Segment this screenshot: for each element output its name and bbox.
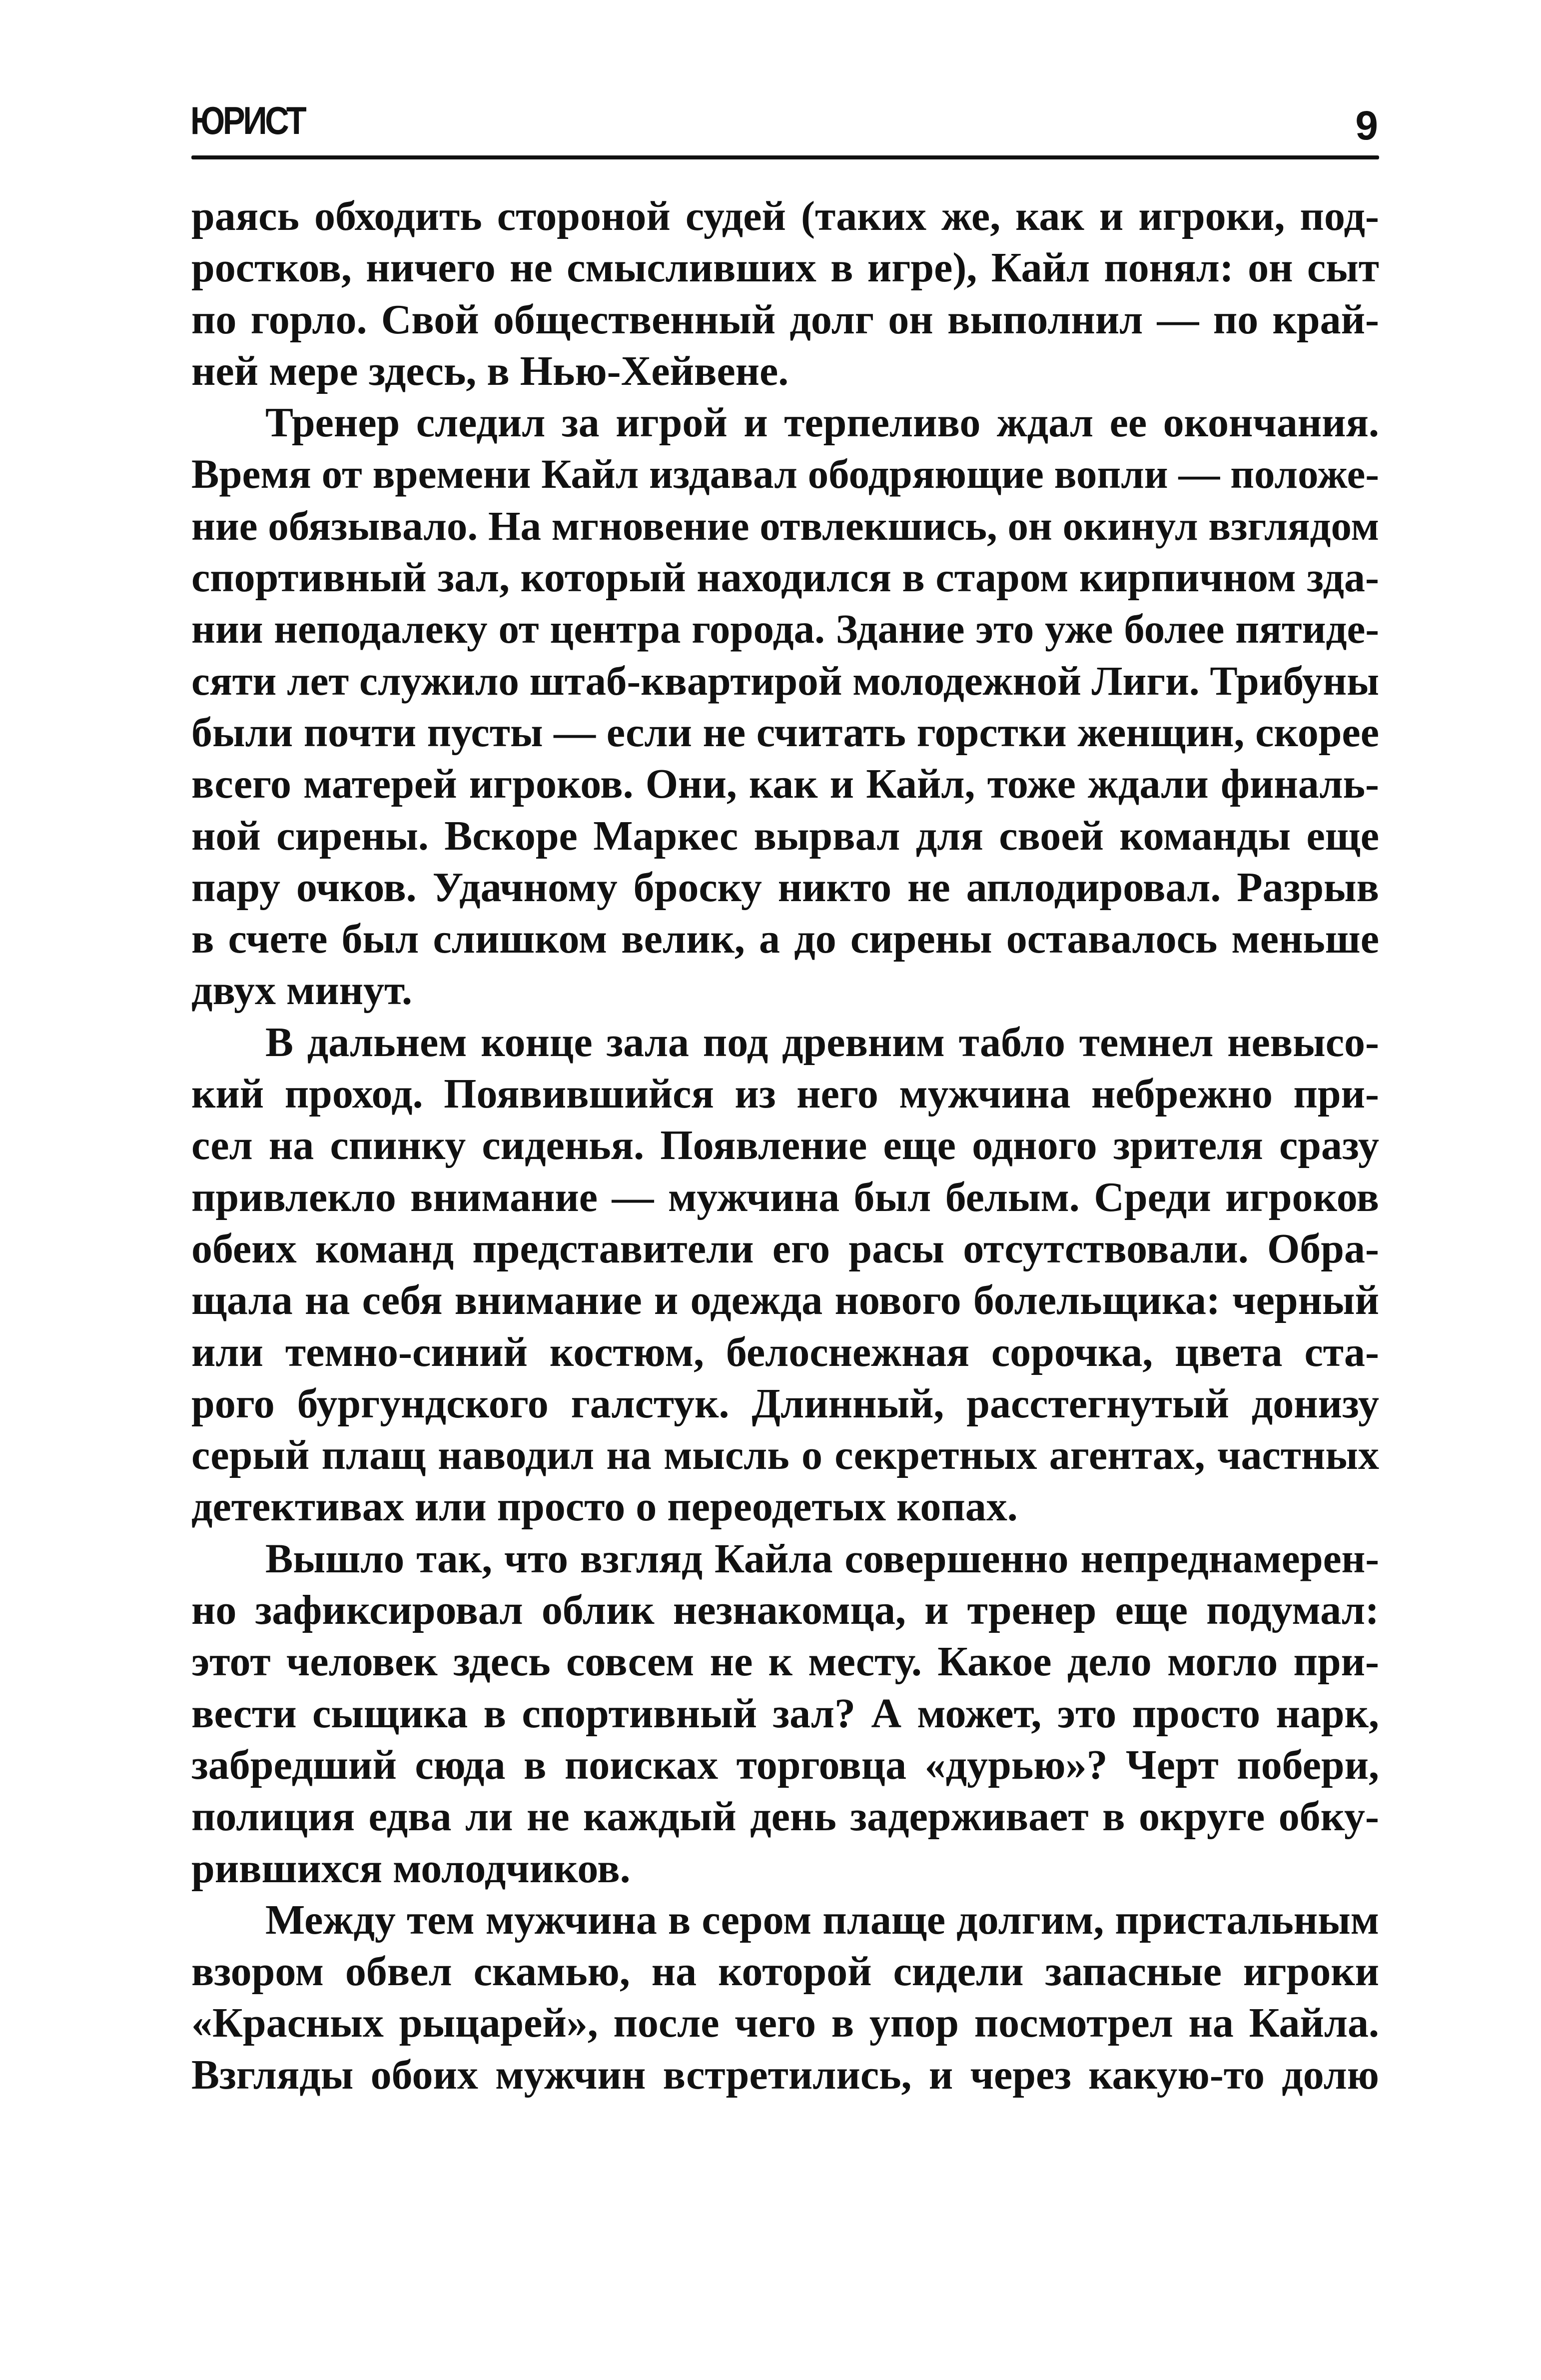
page-number: 9 bbox=[1355, 103, 1378, 148]
text-line: взором обвел скамью, на которой сидели запасные игроки bbox=[191, 1948, 1379, 1995]
text-line: вести сыщика в спортивный зал? А может, это просто нарк, bbox=[191, 1690, 1379, 1737]
text-line: ной сирены. Вскоре Маркес вырвал для своей команды еще bbox=[191, 812, 1379, 859]
text-line: привлекло внимание — мужчина был белым. Среди игроков bbox=[191, 1174, 1379, 1220]
text-line: в счете был слишком велик, а до сирены оставалось меньше bbox=[191, 916, 1379, 963]
text-line: пару очков. Удачному броску никто не аплодировал. Разрыв bbox=[191, 864, 1379, 911]
text-line: кий проход. Появившийся из него мужчина небрежно при- bbox=[191, 1071, 1379, 1118]
paragraph-first-line: Тренер следил за игрой и терпеливо ждал ее окончания. bbox=[265, 399, 1379, 446]
text-line: ней мере здесь, в Нью-Хейвене. bbox=[191, 347, 789, 394]
paragraph-first-line: Вышло так, что взгляд Кайла совершенно непреднамерен- bbox=[265, 1535, 1379, 1581]
text-line: всего матерей игроков. Они, как и Кайл, тоже ждали финаль- bbox=[191, 761, 1379, 808]
running-title: ЮРИСТ bbox=[190, 98, 305, 142]
text-line: Взгляды обоих мужчин встретились, и через какую-то долю bbox=[191, 2051, 1379, 2098]
text-line: но зафиксировал облик незнакомца, и тренер еще подумал: bbox=[191, 1587, 1379, 1634]
body-text bbox=[191, 190, 1379, 2101]
text-line: полиция едва ли не каждый день задерживает в округе обку- bbox=[191, 1793, 1379, 1840]
text-line: Время от времени Кайл издавал ободряющие вопли — положе- bbox=[191, 451, 1379, 497]
text-line: детективах или просто о переодетых копах. bbox=[191, 1483, 1018, 1530]
paragraph-first-line: Между тем мужчина в сером плаще долгим, пристальным bbox=[265, 1896, 1379, 1943]
header-rule bbox=[191, 155, 1379, 159]
text-line: двух минут. bbox=[191, 967, 412, 1014]
text-line: «Красных рыцарей», после чего в упор посмотрел на Кайла. bbox=[191, 2000, 1379, 2047]
text-line: по горло. Свой общественный долг он выполнил — по край- bbox=[191, 296, 1379, 343]
paragraph-first-line: В дальнем конце зала под древним табло темнел невысо- bbox=[265, 1019, 1379, 1066]
text-line: сяти лет служило штаб-квартирой молодежной Лиги. Трибуны bbox=[191, 657, 1379, 704]
text-line: раясь обходить стороной судей (таких же, как и игроки, под- bbox=[191, 193, 1379, 239]
text-line: забредший сюда в поисках торговца «дурью»? Черт побери, bbox=[191, 1741, 1379, 1788]
text-line: щала на себя внимание и одежда нового болельщика: черный bbox=[191, 1277, 1379, 1324]
text-line: спортивный зал, который находился в старом кирпичном зда- bbox=[191, 554, 1379, 601]
text-line: были почти пусты — если не считать горстки женщин, скорее bbox=[191, 709, 1379, 756]
text-line: или темно-синий костюм, белоснежная сорочка, цвета ста- bbox=[191, 1328, 1379, 1375]
text-line: рого бургундского галстук. Длинный, расстегнутый донизу bbox=[191, 1380, 1379, 1427]
text-line: ние обязывало. На мгновение отвлекшись, он окинул взглядом bbox=[191, 502, 1379, 549]
text-line: серый плащ наводил на мысль о секретных агентах, частных bbox=[191, 1432, 1379, 1479]
text-line: обеих команд представители его расы отсутствовали. Обра- bbox=[191, 1225, 1379, 1272]
text-line: нии неподалеку от центра города. Здание это уже более пятиде- bbox=[191, 606, 1379, 652]
text-line: рившихся молодчиков. bbox=[191, 1845, 631, 1892]
text-line: сел на спинку сиденья. Появление еще одного зрителя сразу bbox=[191, 1122, 1379, 1169]
text-line: этот человек здесь совсем не к месту. Какое дело могло при- bbox=[191, 1638, 1379, 1685]
text-line: ростков, ничего не смысливших в игре), Кайл понял: он сыт bbox=[191, 244, 1379, 291]
